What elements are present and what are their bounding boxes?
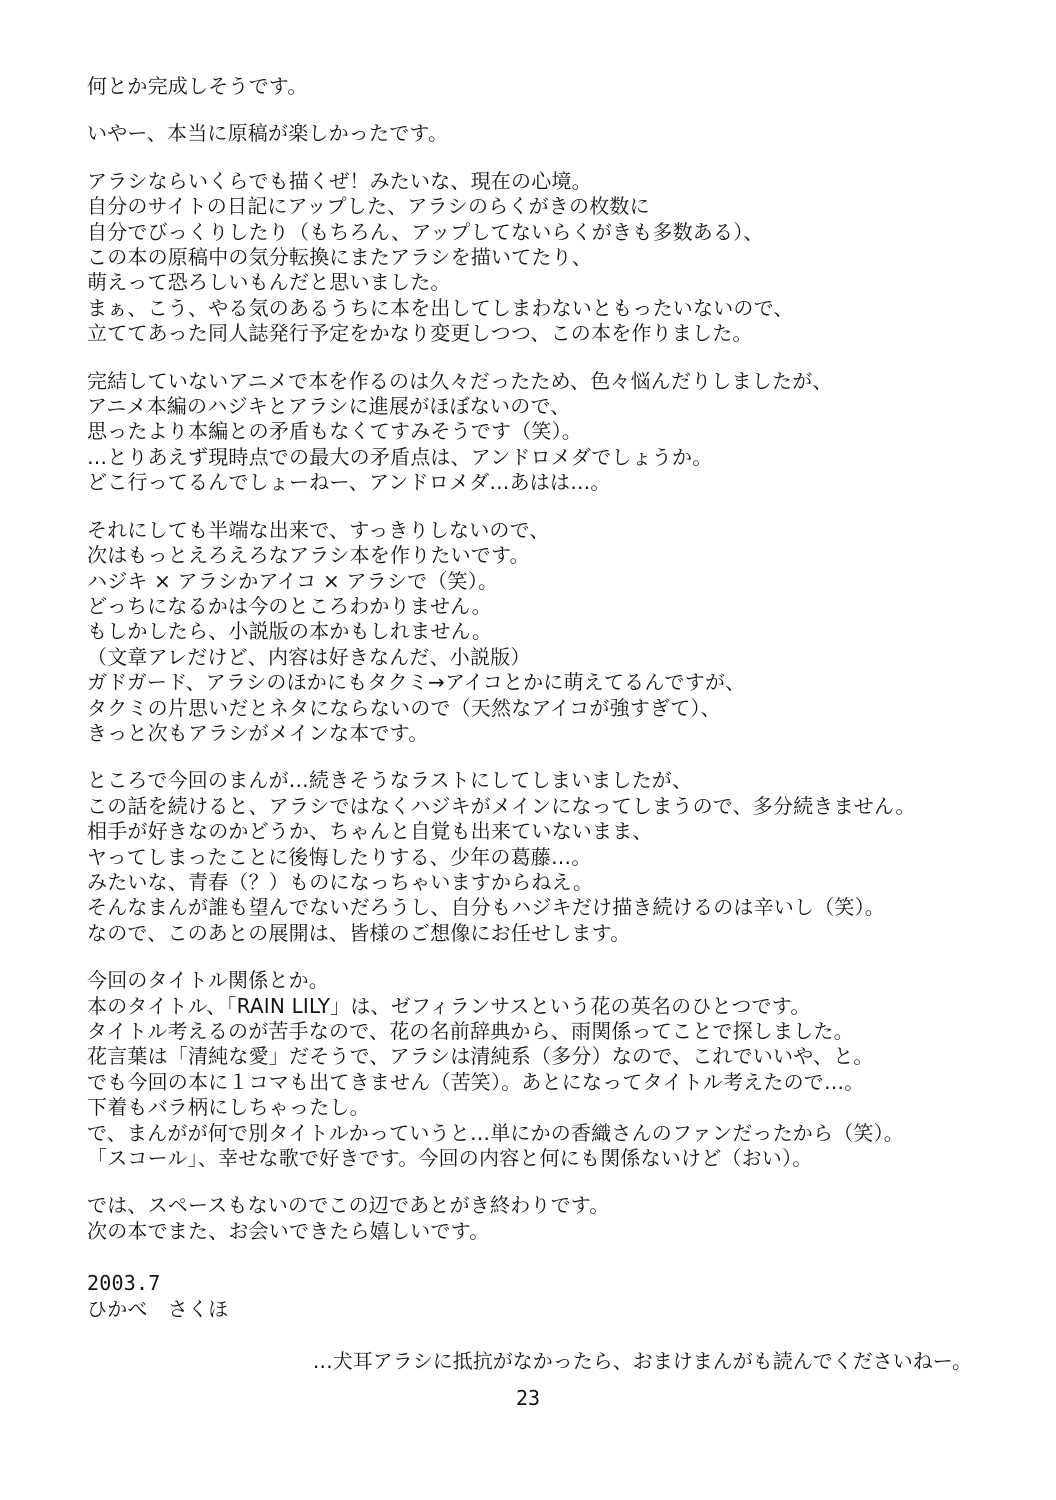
signature-block xyxy=(87,1270,228,1322)
text-line: 本のタイトル、「RAIN LILY」は、ゼフィランサスという花の英名のひとつです。 xyxy=(87,993,811,1018)
text-line: 自分でびっくりしたり（もちろん、アップしてないらくがきも多数ある）、 xyxy=(87,219,764,244)
text-line: タクミの片思いだとネタにならないので（天然なアイコが強すぎて）、 xyxy=(87,695,721,720)
text-line: それにしても半端な出来で、すっきりしないので、 xyxy=(87,517,550,542)
text-line: もしかしたら、小説版の本かもしれません。 xyxy=(87,619,493,644)
paragraph xyxy=(87,968,987,1171)
text-line: で、まんがが何で別タイトルかっていうと…単にかの香織さんのファンだったから（笑）。 xyxy=(87,1120,904,1145)
text-line: きっと次もアラシがメインな本です。 xyxy=(87,720,429,745)
afterword-body xyxy=(87,74,987,1266)
text-line: ヤってしまったことに後悔したりする、少年の葛藤…。 xyxy=(87,844,592,869)
text-line: ガドガード、アラシのほかにもタクミ→アイコとかに萌えてるんですが、 xyxy=(87,670,746,695)
page-number: 23 xyxy=(515,1386,541,1410)
text-line: …とりあえず現時点での最大の矛盾点は、アンドロメダでしょうか。 xyxy=(87,444,713,469)
text-line: では、スペースもないのでこの辺であとがき終わりです。 xyxy=(87,1193,610,1218)
text-line: みたいな、青春（？）ものになっちゃいますからねえ。 xyxy=(87,869,594,894)
text-line: アニメ本編のハジキとアラシに進展がほぼないので、 xyxy=(87,394,571,419)
paragraph xyxy=(87,74,987,99)
text-line: そんなまんが誰も望んでないだろうし、自分もハジキだけ描き続けるのは辛いし（笑）。 xyxy=(87,895,885,920)
text-line: 何とか完成しそうです。 xyxy=(87,74,308,98)
text-line: どっちになるかは今のところわかりません。 xyxy=(87,593,492,618)
signature-date: 2003.7 xyxy=(87,1271,161,1295)
text-line: 完結していないアニメで本を作るのは久々だったため、色々悩んだりしましたが、 xyxy=(87,368,833,393)
text-line: まぁ、こう、やる気のあるうちに本を出してしまわないともったいないので、 xyxy=(87,295,794,320)
text-line: この本の原稿中の気分転換にまたアラシを描いてたり、 xyxy=(87,245,592,270)
paragraph xyxy=(87,518,987,747)
text-line: 次はもっとえろえろなアラシ本を作りたいです。 xyxy=(87,543,530,568)
paragraph xyxy=(87,169,987,347)
text-line: （文章アレだけど、内容は好きなんだ、小説版） xyxy=(87,644,531,669)
text-line: なので、このあとの展開は、皆様のご想像にお任せします。 xyxy=(87,920,631,945)
paragraph xyxy=(87,369,987,496)
text-line: 今回のタイトル関係とか。 xyxy=(87,968,329,993)
text-line: ハジキ × アラシかアイコ × アラシで（笑）。 xyxy=(87,568,499,593)
text-line: 次の本でまた、お会いできたら嬉しいです。 xyxy=(87,1218,490,1243)
signature-author: ひかべ さくほ xyxy=(87,1297,229,1321)
paragraph xyxy=(87,1193,987,1244)
paragraph xyxy=(87,768,987,946)
text-line: 立ててあった同人誌発行予定をかなり変更しつつ、この本を作りました。 xyxy=(87,321,753,346)
text-line: いやー、本当に原稿が楽しかったです。 xyxy=(87,121,449,146)
text-line: 思ったより本編との矛盾もなくてすみそうです（笑）。 xyxy=(87,419,582,444)
text-line: タイトル考えるのが苦手なので、花の名前辞典から、雨関係ってことで探しました。 xyxy=(87,1019,854,1043)
text-line: 自分のサイトの日記にアップした、アラシのらくがきの枚数に xyxy=(87,194,650,219)
text-line: アラシならいくらでも描くぜ！みたいな、現在の心境。 xyxy=(87,168,592,193)
text-line: 下着もバラ柄にしちゃったし。 xyxy=(87,1095,370,1120)
text-line: 花言葉は「清純な愛」だそうで、アラシは清純系（多分）なので、これでいいや、と。 xyxy=(87,1044,874,1069)
text-line: 「スコール」、幸せな歌で好きです。今回の内容と何にも関係ないけど（おい）。 xyxy=(87,1146,813,1171)
text-line: でも今回の本に１コマも出てきません（苦笑）。あとになってタイトル考えたので…。 xyxy=(87,1069,865,1094)
text-line: どこ行ってるんでしょーねー、アンドロメダ…あはは…。 xyxy=(87,470,611,495)
bonus-manga-note: …犬耳アラシに抵抗がなかったら、おまけまんがも読んでくださいねー。 xyxy=(312,1349,972,1373)
paragraph xyxy=(87,121,987,146)
text-line: 相手が好きなのかどうか、ちゃんと自覚も出来ていないまま、 xyxy=(87,819,653,844)
text-line: 萌えって恐ろしいもんだと思いました。 xyxy=(87,270,451,295)
text-line: ところで今回のまんが…続きそうなラストにしてしまいましたが、 xyxy=(87,768,693,793)
text-line: この話を続けると、アラシではなくハジキがメインになってしまうので、多分続きません。 xyxy=(87,793,916,818)
